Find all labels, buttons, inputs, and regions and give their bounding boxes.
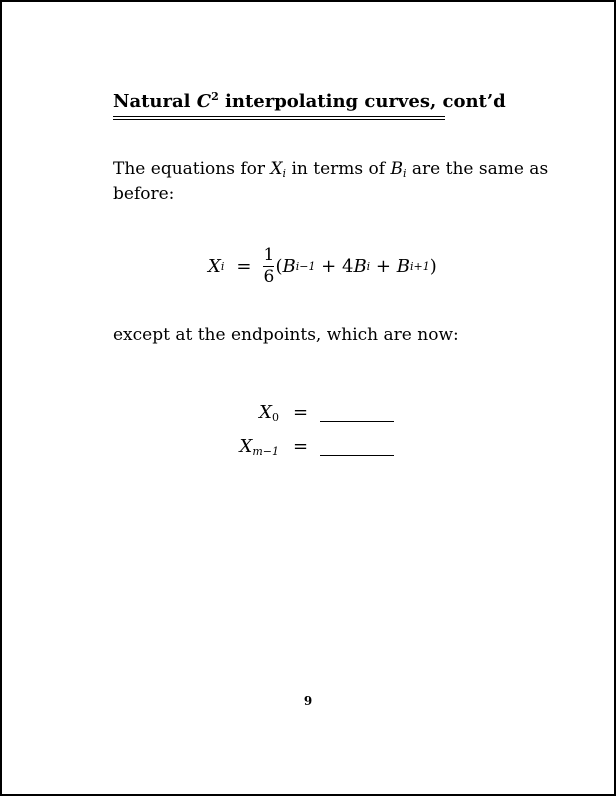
main-equation: X i = $\frac{1}{6}$ ( B i−1 + 4 B i + B i+1 ) [208,245,437,287]
endpoints-paragraph: except at the endpoints, which are now: [113,325,459,345]
answer-blank-x0 [320,420,394,422]
title-underline-second [113,119,445,120]
intro-paragraph-line1: The equations for $X_i$ in terms of $B_i$ are the same as [113,159,549,180]
endpoint-equation-x0: $X_0$ = [207,402,394,424]
page-number: 9 [303,694,313,708]
intro-paragraph-line2: before: [113,184,175,204]
slide-title: Natural $C^2$ interpolating curves, cont’d [113,90,506,112]
endpoint-equation-xm1: $X_{m-1}$ = [207,436,394,458]
title-underline [113,116,445,117]
fraction-one-sixth: $\frac{1}{6}$ [263,245,275,287]
answer-blank-xm1 [320,454,394,456]
